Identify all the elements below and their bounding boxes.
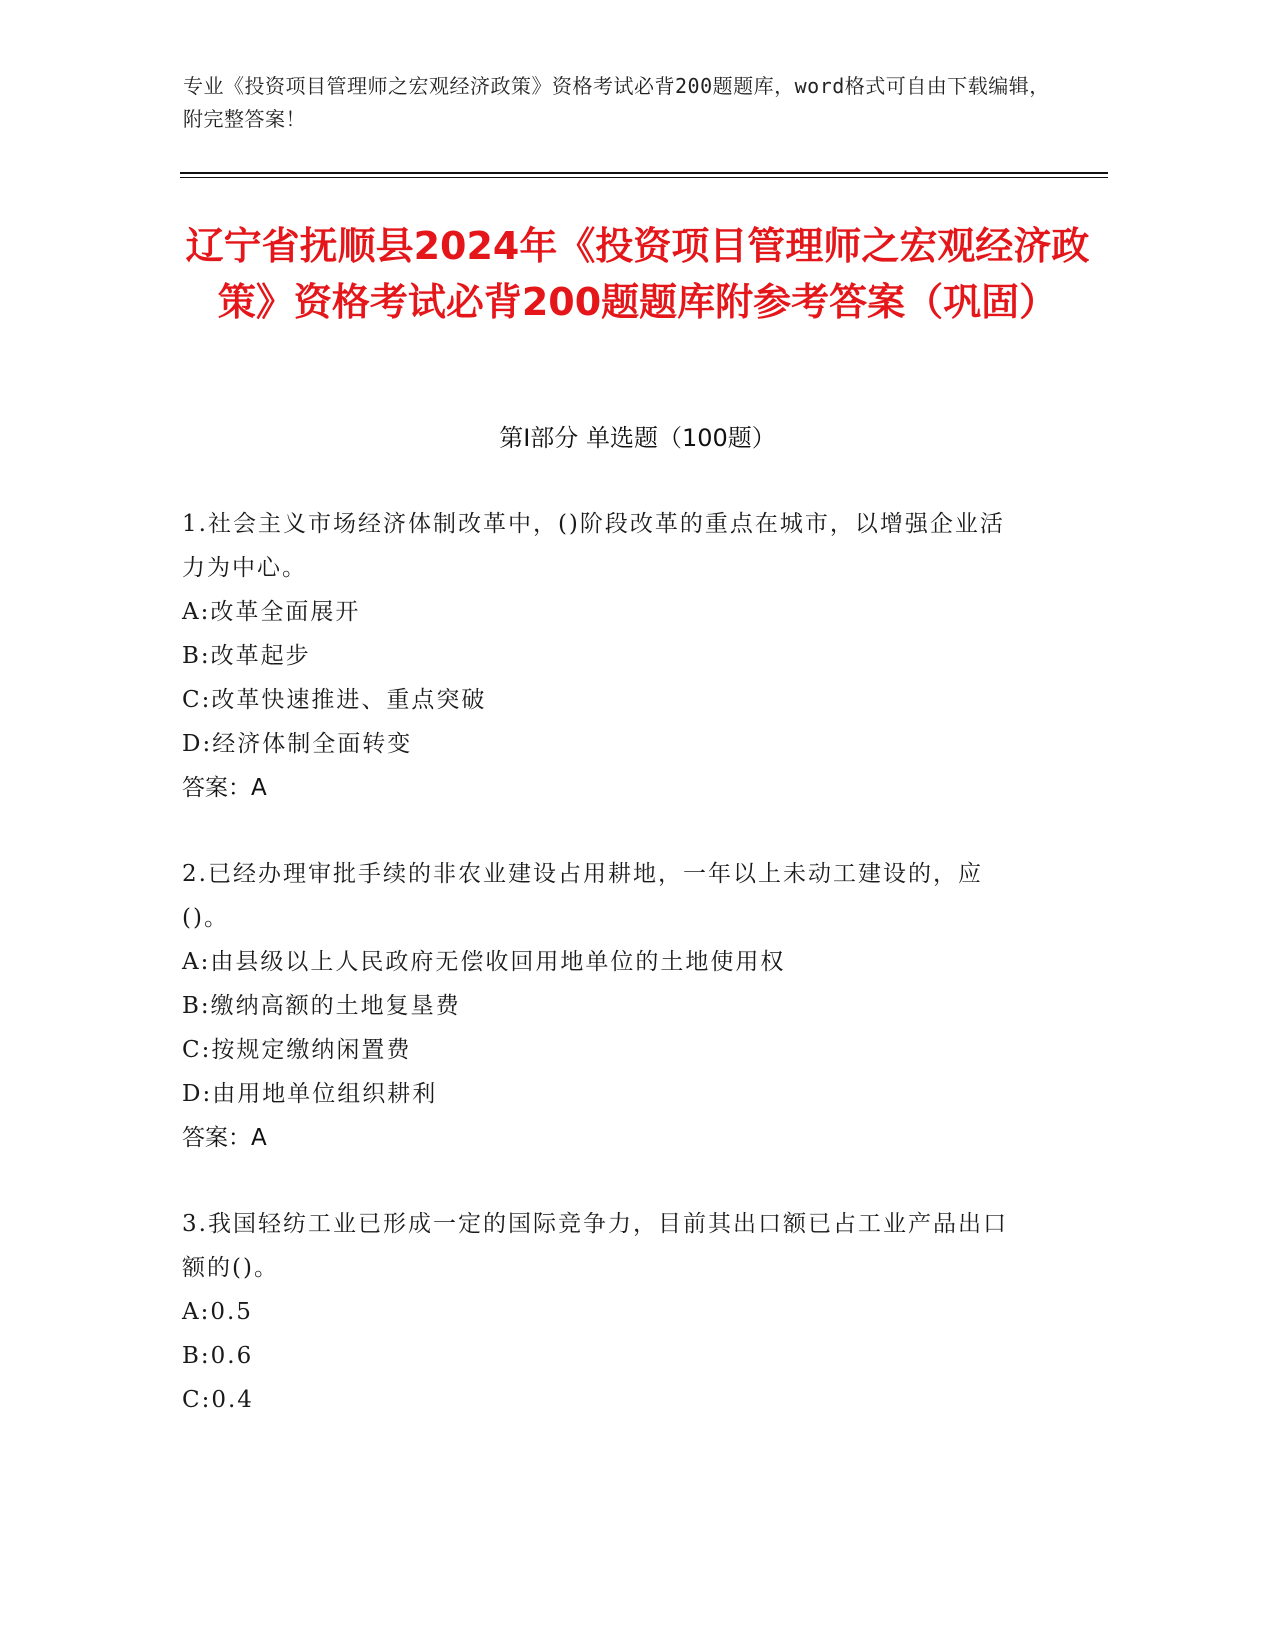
option-a: A:由县级以上人民政府无偿收回用地单位的土地使用权 xyxy=(182,949,786,975)
question-stem: 3.我国轻纺工业已形成一定的国际竞争力，目前其出口额已占工业产品出口额的()。 xyxy=(182,1211,1008,1281)
option-d: D:经济体制全面转变 xyxy=(182,731,413,757)
option-d: D:由用地单位组织耕利 xyxy=(182,1081,438,1107)
option-b: B:0.6 xyxy=(182,1343,254,1369)
header-note: 专业《投资项目管理师之宏观经济政策》资格考试必背200题题库，word格式可自由下载编辑，附完整答案！ xyxy=(183,74,1050,131)
question-2 xyxy=(182,852,1017,1160)
answer-line: 答案：A xyxy=(182,775,267,801)
option-a: A:0.5 xyxy=(182,1299,253,1325)
question-list xyxy=(182,502,1017,1464)
header-divider-thin xyxy=(180,177,1108,178)
option-c: C:改革快速推进、重点突破 xyxy=(182,687,487,713)
question-3 xyxy=(182,1202,1017,1422)
question-stem: 1.社会主义市场经济体制改革中，()阶段改革的重点在城市，以增强企业活力为中心。 xyxy=(182,511,1005,581)
answer-line: 答案：A xyxy=(182,1125,267,1151)
question-stem: 2.已经办理审批手续的非农业建设占用耕地，一年以上未动工建设的，应()。 xyxy=(182,861,983,931)
header-divider-thick xyxy=(180,172,1108,174)
option-c: C:0.4 xyxy=(182,1387,254,1413)
option-c: C:按规定缴纳闲置费 xyxy=(182,1037,412,1063)
option-b: B:改革起步 xyxy=(182,643,311,669)
document-title: 辽宁省抚顺县2024年《投资项目管理师之宏观经济政策》资格考试必背200题题库附参考答案（巩固） xyxy=(185,224,1090,324)
question-1 xyxy=(182,502,1017,810)
option-b: B:缴纳高额的土地复垦费 xyxy=(182,993,461,1019)
option-a: A:改革全面展开 xyxy=(182,599,361,625)
section-heading: 第I部分 单选题（100题） xyxy=(499,424,776,452)
